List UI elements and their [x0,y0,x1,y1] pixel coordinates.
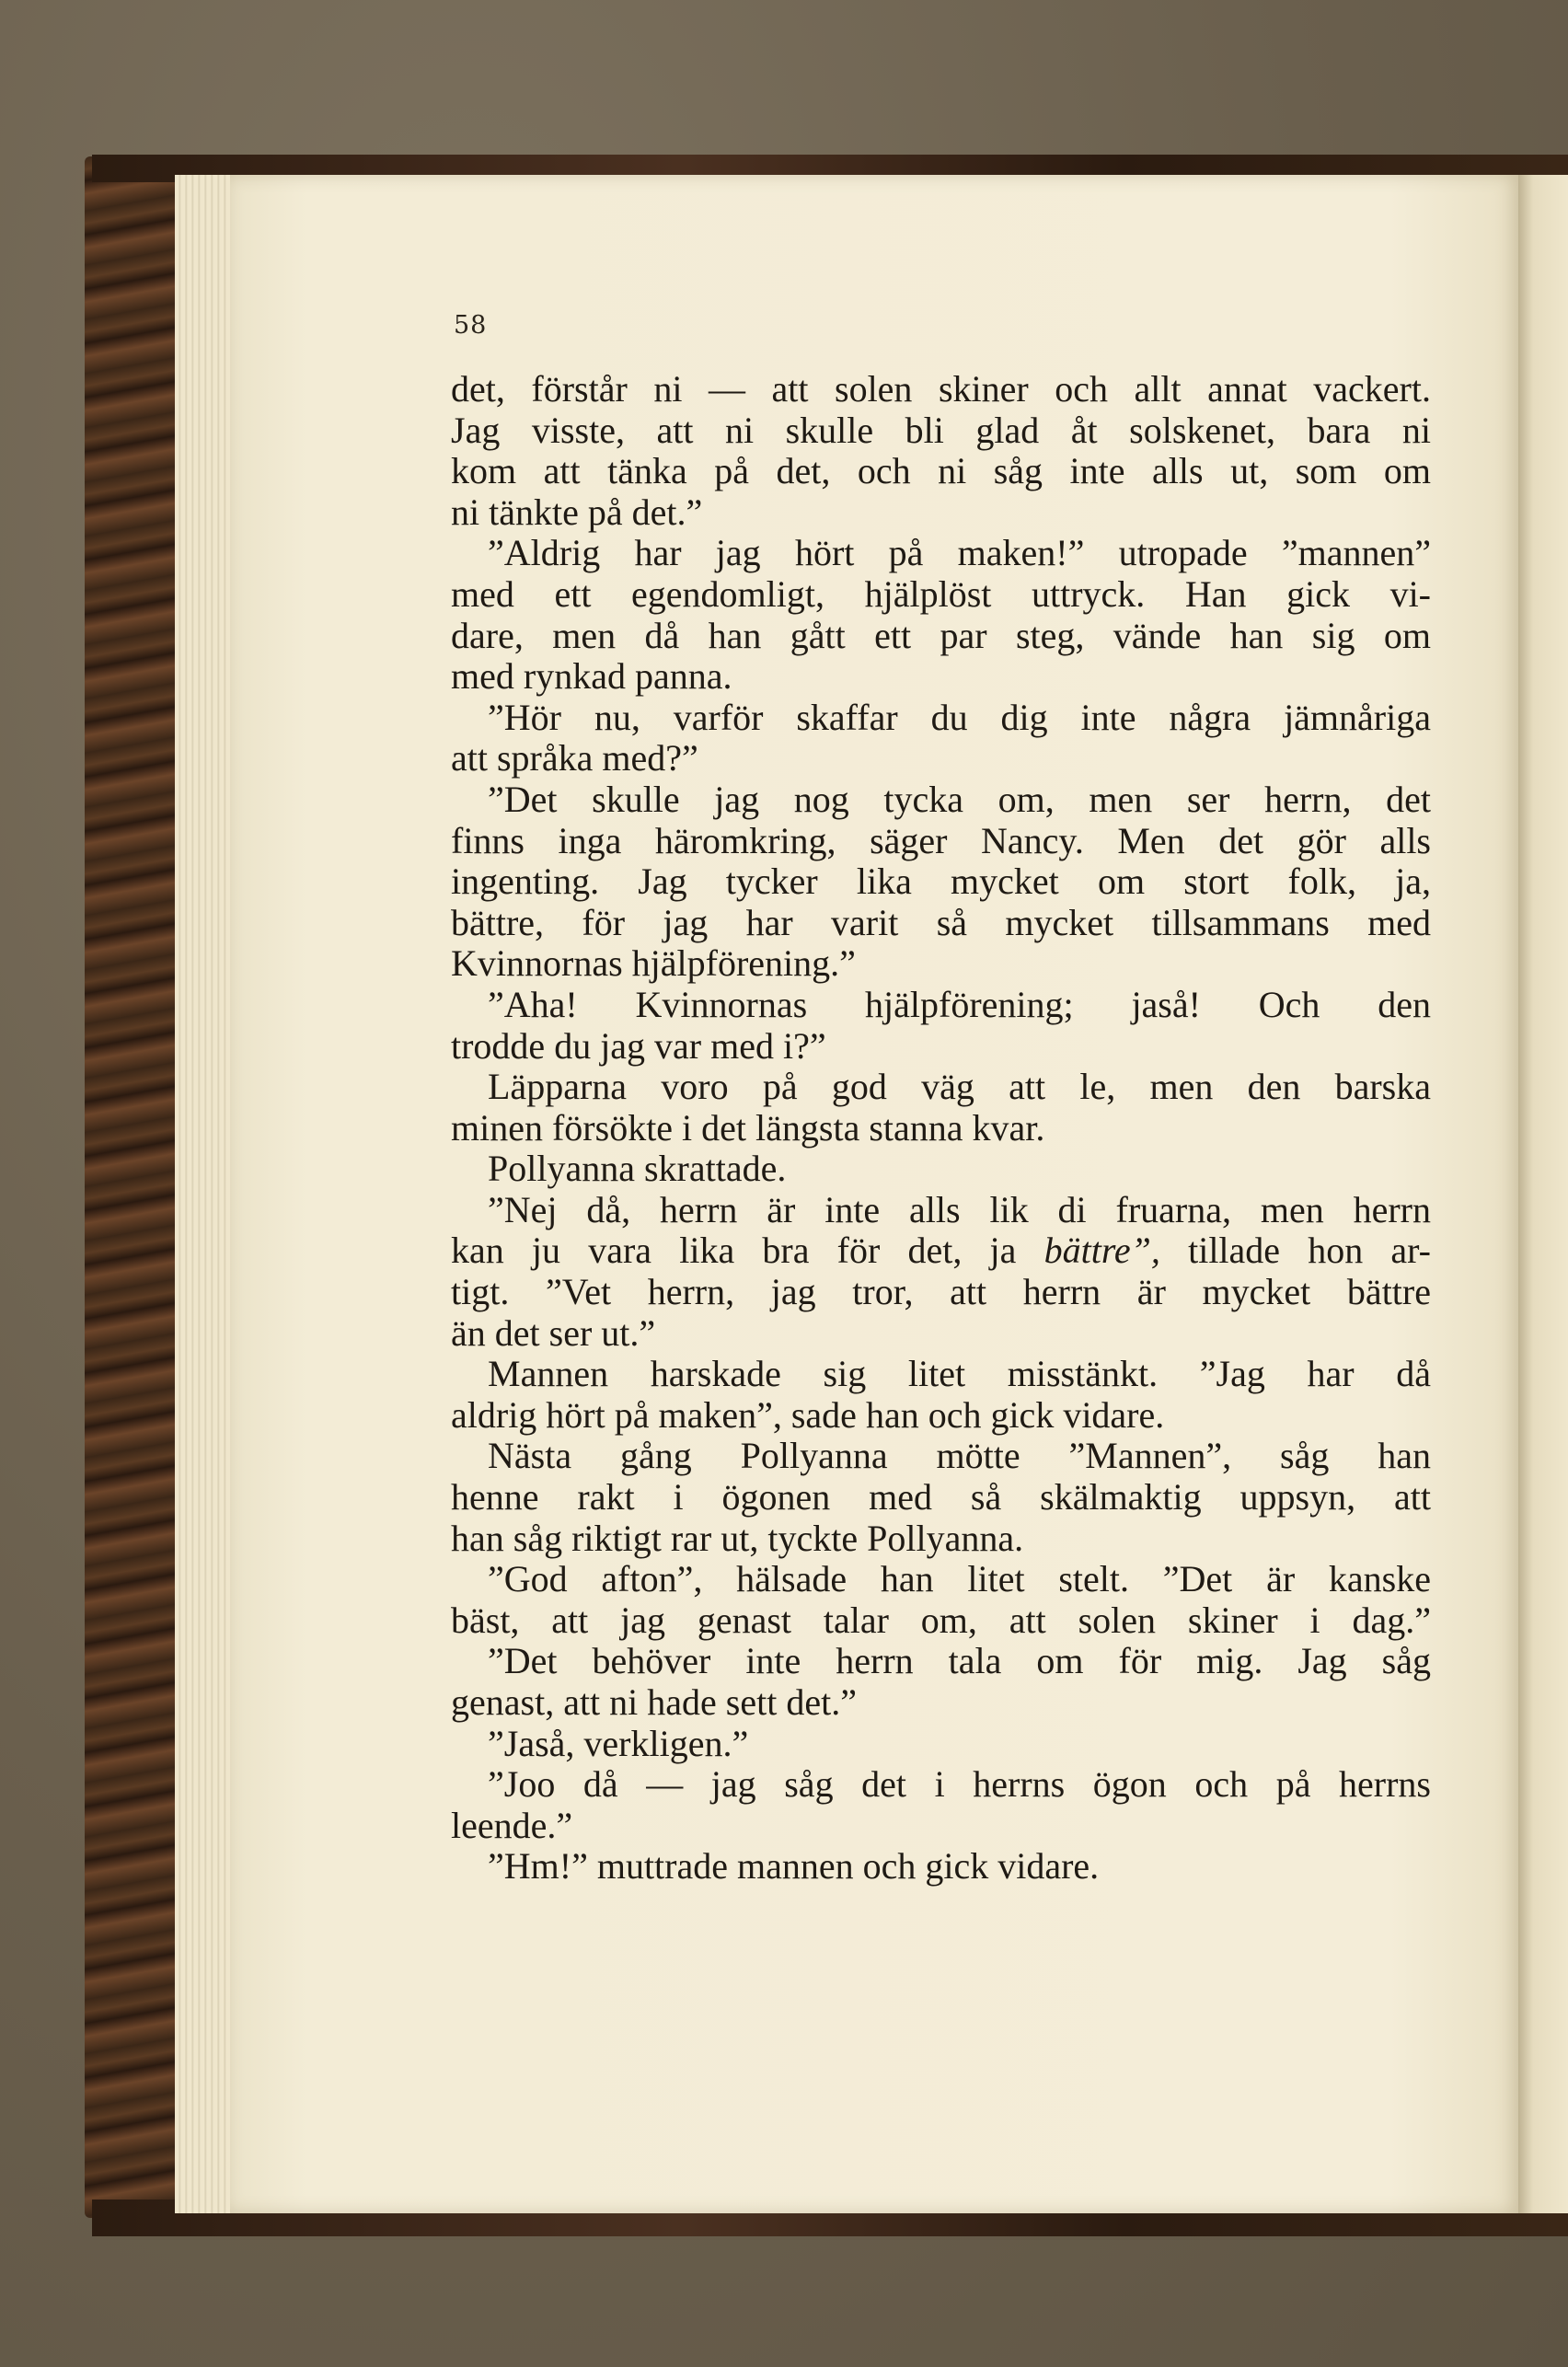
text-line: Kvinnornas hjälpförening.” [451,942,856,985]
text-line: än det ser ut.” [451,1311,656,1354]
text-line: genast, att ni hade sett det.” [451,1681,857,1723]
text-line: Jag visste, att ni skulle bli glad åt solskenet, bara ni [451,409,1431,451]
text-line: det, förstår ni — att solen skiner och allt annat vackert. [451,368,1431,410]
text-line: bäst, att jag genast talar om, att solen skiner i dag.” [451,1599,1431,1641]
text-line: henne rakt i ögonen med så skälmaktig uppsyn, att [451,1476,1431,1518]
text-line: Läpparna voro på god väg att le, men den barska [488,1066,1431,1108]
text-line: minen försökte i det längsta stanna kvar. [451,1106,1045,1149]
text-line: ”Jaså, verkligen.” [488,1722,749,1764]
text-line: ”Aldrig har jag hört på maken!” utropade ”mannen” [488,532,1431,574]
text-line: trodde du jag var med i?” [451,1024,826,1067]
text-segment: tillade hon ar- [1159,1230,1432,1272]
text-line: ”Aha! Kvinnornas hjälpförening; jaså! Och den [488,983,1431,1025]
text-line: ”Hm!” muttrade mannen och gick vidare. [488,1845,1100,1888]
text-line: ”Det behöver inte herrn tala om för mig. Jag såg [488,1640,1431,1682]
text-line: dare, men då han gått ett par steg, vände han sig om [451,614,1431,656]
text-line: ”Joo då — jag såg det i herrns ögon och på herrns [488,1763,1431,1806]
text-line: kom att tänka på det, och ni såg inte alls ut, som om [451,450,1431,492]
text-segment: kan ju vara lika bra för det, ja [451,1230,1044,1272]
text-line: att språka med?” [451,737,698,779]
text-line: ”God afton”, hälsade han litet stelt. ”Det är kanske [488,1558,1431,1600]
text-line: Nästa gång Pollyanna mötte ”Mannen”, såg han [488,1435,1431,1477]
text-line: Pollyanna skrattade. [488,1148,787,1190]
text-line: leende.” [451,1804,573,1846]
page-number: 58 [454,311,488,340]
facing-page-edge [1518,175,1568,2213]
text-line: tigt. ”Vet herrn, jag tror, att herrn är mycket bättre [451,1271,1431,1313]
text-line: aldrig hört på maken”, sade han och gick vidare. [451,1393,1165,1436]
text-line: bättre, för jag har varit så mycket tillsammans med [451,901,1431,943]
text-line: Mannen harskade sig litet misstänkt. ”Jag har då [488,1353,1431,1395]
page-body-text [451,369,1431,1888]
text-line [451,1230,1431,1272]
text-line: ”Nej då, herrn är inte alls lik di fruarna, men herrn [488,1188,1431,1230]
italic-text-segment: bättre”, [1043,1230,1160,1272]
text-line: ”Det skulle jag nog tycka om, men ser herrn, det [488,778,1431,820]
text-line: ni tänkte på det.” [451,491,703,533]
text-line: med rynkad panna. [451,655,732,698]
text-line: ingenting. Jag tycker lika mycket om stort folk, ja, [451,860,1431,903]
text-line: han såg riktigt rar ut, tyckte Pollyanna. [451,1517,1024,1559]
text-line: ”Hör nu, varför skaffar du dig inte några jämnåriga [488,696,1431,738]
text-line: finns inga häromkring, säger Nancy. Men det gör alls [451,819,1431,861]
text-line: med ett egendomligt, hjälplöst uttryck. Han gick vi- [451,572,1431,615]
